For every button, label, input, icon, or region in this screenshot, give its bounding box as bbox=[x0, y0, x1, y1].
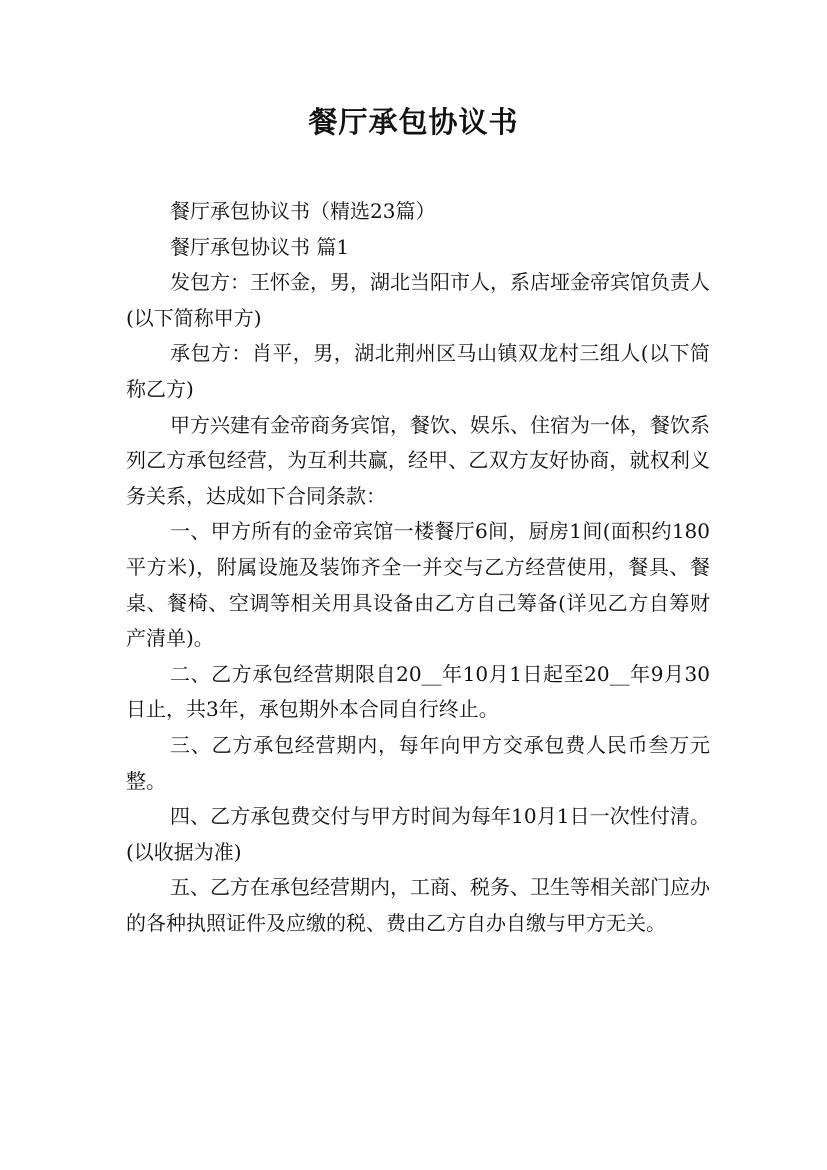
paragraph-clause-2: 二、乙方承包经营期限自20__年10月1日起至20__年9月30日止，共3年，承包期外本合同自行终止。 bbox=[126, 661, 710, 722]
paragraph-clause-5: 五、乙方在承包经营期内，工商、税务、卫生等相关部门应办的各种执照证件及应缴的税、费由乙方自办自缴与甲方无关。 bbox=[126, 875, 710, 935]
paragraph-section-heading: 餐厅承包协议书 篇1 bbox=[170, 234, 350, 259]
paragraph-preamble: 甲方兴建有金帝商务宾馆，餐饮、娱乐、住宿为一体，餐饮系列乙方承包经营，为互利共赢，经甲、乙双方友好协商，就权利义务关系，达成如下合同条款： bbox=[126, 412, 710, 508]
document-body bbox=[126, 194, 710, 941]
paragraph-subtitle: 餐厅承包协议书（精选23篇） bbox=[170, 199, 436, 223]
paragraph-clause-4: 四、乙方承包费交付与甲方时间为每年10月1日一次性付清。(以收据为准) bbox=[126, 804, 710, 864]
document-title: 餐厅承包协议书 bbox=[308, 105, 519, 139]
paragraph-contractee: 承包方：肖平，男，湖北荆州区马山镇双龙村三组人(以下简称乙方) bbox=[126, 341, 710, 401]
paragraph-clause-3: 三、乙方承包经营期内，每年向甲方交承包费人民币叁万元整。 bbox=[126, 732, 710, 793]
paragraph-contractor: 发包方：王怀金，男，湖北当阳市人，系店垭金帝宾馆负责人(以下简称甲方) bbox=[126, 270, 710, 330]
paragraph-clause-1: 一、甲方所有的金帝宾馆一楼餐厅6间，厨房1间(面积约180平方米)，附属设施及装饰齐全一并交与乙方经营使用，餐具、餐桌、餐椅、空调等相关用具设备由乙方自己筹备(详见乙方自筹财产清单)。 bbox=[126, 519, 710, 651]
